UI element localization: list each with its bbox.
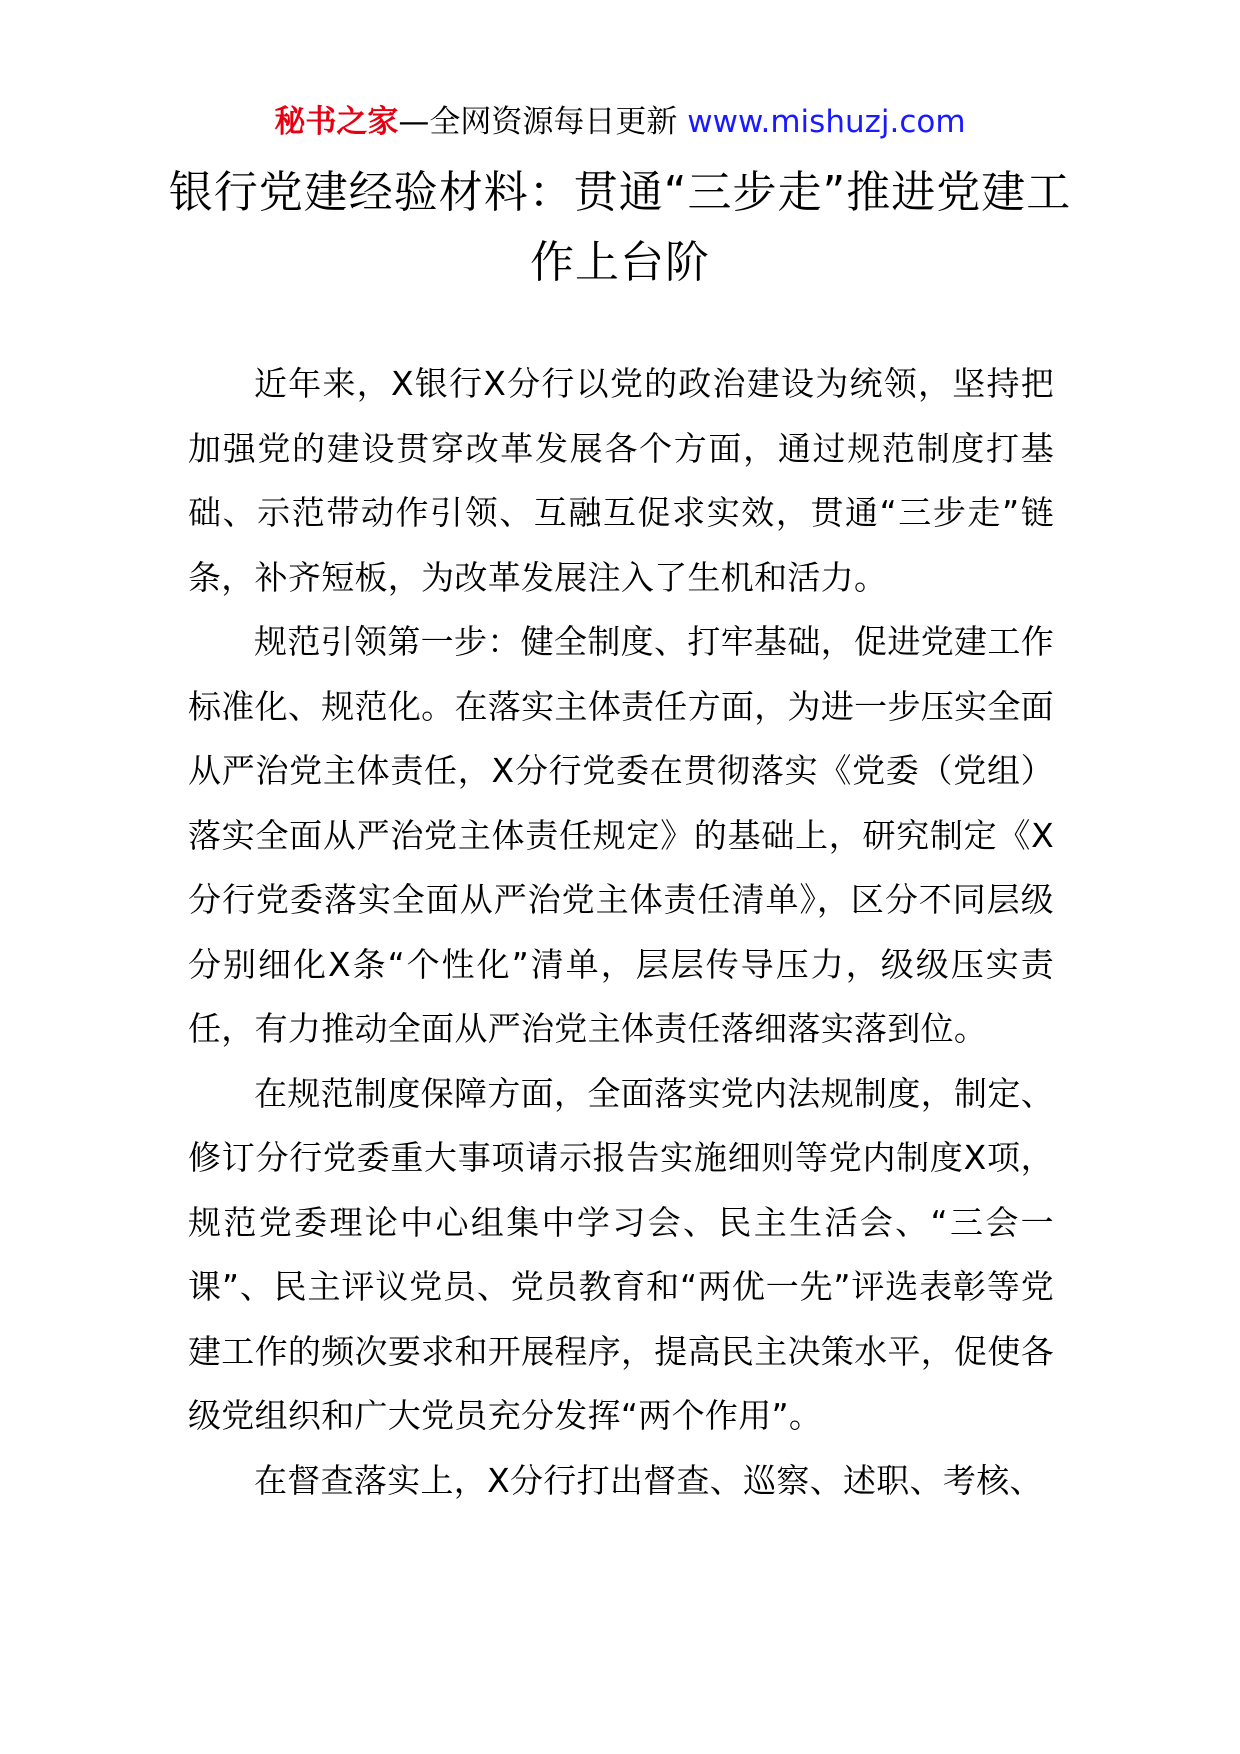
document-title: 银行党建经验材料：贯通“三步走”推进党建工作上台阶: [168, 167, 1072, 288]
header-tagline: —全网资源每日更新: [398, 104, 678, 140]
document-body: [188, 352, 1054, 1513]
paragraph: 规范引领第一步：健全制度、打牢基础，促进党建工作标准化、规范化。在落实主体责任方面，为进一步压实全面从严治党主体责任，X分行党委在贯彻落实《党委（党组）落实全面从严治党主体责任规定》的基础上，研究制定《X分行党委落实全面从严治党主体责任清单》，区分不同层级分别细化X条“个性化”清单，层层传导压力，级级压实责任，有力推动全面从严治党主体责任落细落实落到位。: [188, 622, 1054, 1048]
site-header: [0, 100, 1240, 144]
paragraph: 近年来，X银行X分行以党的政治建设为统领，坚持把加强党的建设贯穿改革发展各个方面，通过规范制度打基础、示范带动作引领、互融互促求实效，贯通“三步走”链条，补齐短板，为改革发展注入了生机和活力。: [188, 364, 1054, 597]
brand-name: 秘书之家: [274, 104, 399, 140]
paragraph: 在督查落实上，X分行打出督查、巡察、述职、考核、: [254, 1460, 1043, 1500]
paragraph: 在规范制度保障方面，全面落实党内法规制度，制定、修订分行党委重大事项请示报告实施细则等党内制度X项，规范党委理论中心组集中学习会、民主生活会、“三会一课”、民主评议党员、党员教育和“两优一先”评选表彰等党建工作的频次要求和开展程序，提高民主决策水平，促使各级党组织和广大党员充分发挥“两个作用”。: [188, 1073, 1054, 1435]
site-url-link[interactable]: www.mishuzj.com: [687, 104, 966, 140]
